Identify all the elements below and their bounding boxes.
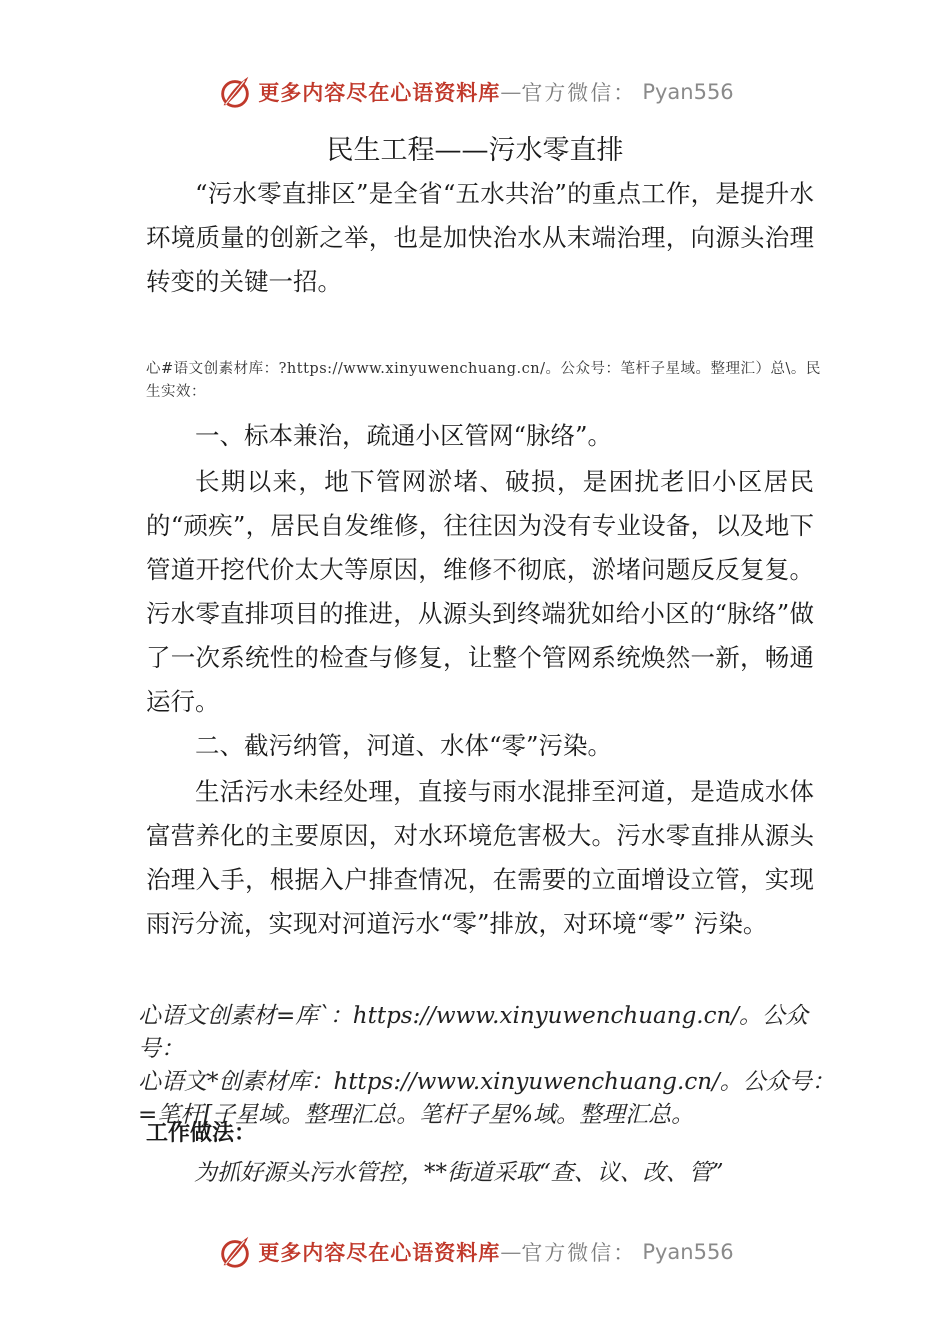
method-text: 为抓好源头污水管控，**街道采取“查、议、改、管” bbox=[194, 1160, 724, 1186]
italic-note-line: =笔杆[子星域。整理汇总。笔杆子星%域。整理汇总。 bbox=[138, 1102, 695, 1128]
intro-paragraph: “污水零直排区”是全省“五水共治”的重点工作，是提升水环境质量的创新之举，也是加快治水从末端治理，向源头治理转变的关键一招。 bbox=[146, 179, 814, 296]
banner-wechat-label: 官方微信： bbox=[521, 81, 637, 105]
footer-banner bbox=[0, 1232, 950, 1272]
banner-dash: — bbox=[500, 80, 522, 104]
banner-dash: — bbox=[500, 1240, 522, 1264]
source-note: 心#语文创素材库：?https://www.xinyuwenchuang.cn/。公众号：笔杆子星域。整理汇）总\。民生实效： bbox=[146, 361, 821, 400]
banner-wechat-id: Pyan556 bbox=[642, 1240, 734, 1264]
italic-note-line: 心语文*创素材库：https://www.xinyuwenchuang.cn/。公众号： bbox=[138, 1069, 835, 1095]
italic-source-note bbox=[138, 1000, 838, 1132]
header-banner bbox=[0, 72, 950, 112]
method-heading: 工作做法： bbox=[146, 1121, 257, 1146]
section1-heading: 一、标本兼治，疏通小区管网“脉络”。 bbox=[195, 421, 613, 450]
banner-wechat-id: Pyan556 bbox=[642, 80, 734, 104]
banner-wechat-label: 官方微信： bbox=[521, 1241, 637, 1265]
section1-body: 长期以来，地下管网淤堵、破损，是困扰老旧小区居民的“顽疾”，居民自发维修，往往因为没有专业设备，以及地下管道开挖代价太大等原因，维修不彻底，淤堵问题反反复复。污水零直排项目的推进，从源头到终端犹如给小区的“脉络”做了一次系统性的检查与修复，让整个管网系统焕然一新，畅通运行。 bbox=[146, 467, 814, 716]
feather-quill-logo-icon bbox=[216, 73, 254, 111]
feather-quill-logo-icon bbox=[216, 1233, 254, 1271]
section2-body: 生活污水未经处理，直接与雨水混排至河道，是造成水体富营养化的主要原因，对水环境危害极大。污水零直排从源头治理入手，根据入户排查情况，在需要的立面增设立管，实现雨污分流，实现对河道污水“零”排放，对环境“零” 污染。 bbox=[146, 777, 814, 938]
section2-heading: 二、截污纳管，河道、水体“零”污染。 bbox=[195, 731, 613, 760]
italic-note-line: 心语文创素材=库`：https://www.xinyuwenchuang.cn/。公众号： bbox=[138, 1003, 809, 1062]
banner-main-text: 更多内容尽在心语资料库 bbox=[258, 80, 501, 105]
banner-main-text: 更多内容尽在心语资料库 bbox=[258, 1240, 501, 1265]
document-title: 民生工程——污水零直排 bbox=[326, 135, 624, 166]
